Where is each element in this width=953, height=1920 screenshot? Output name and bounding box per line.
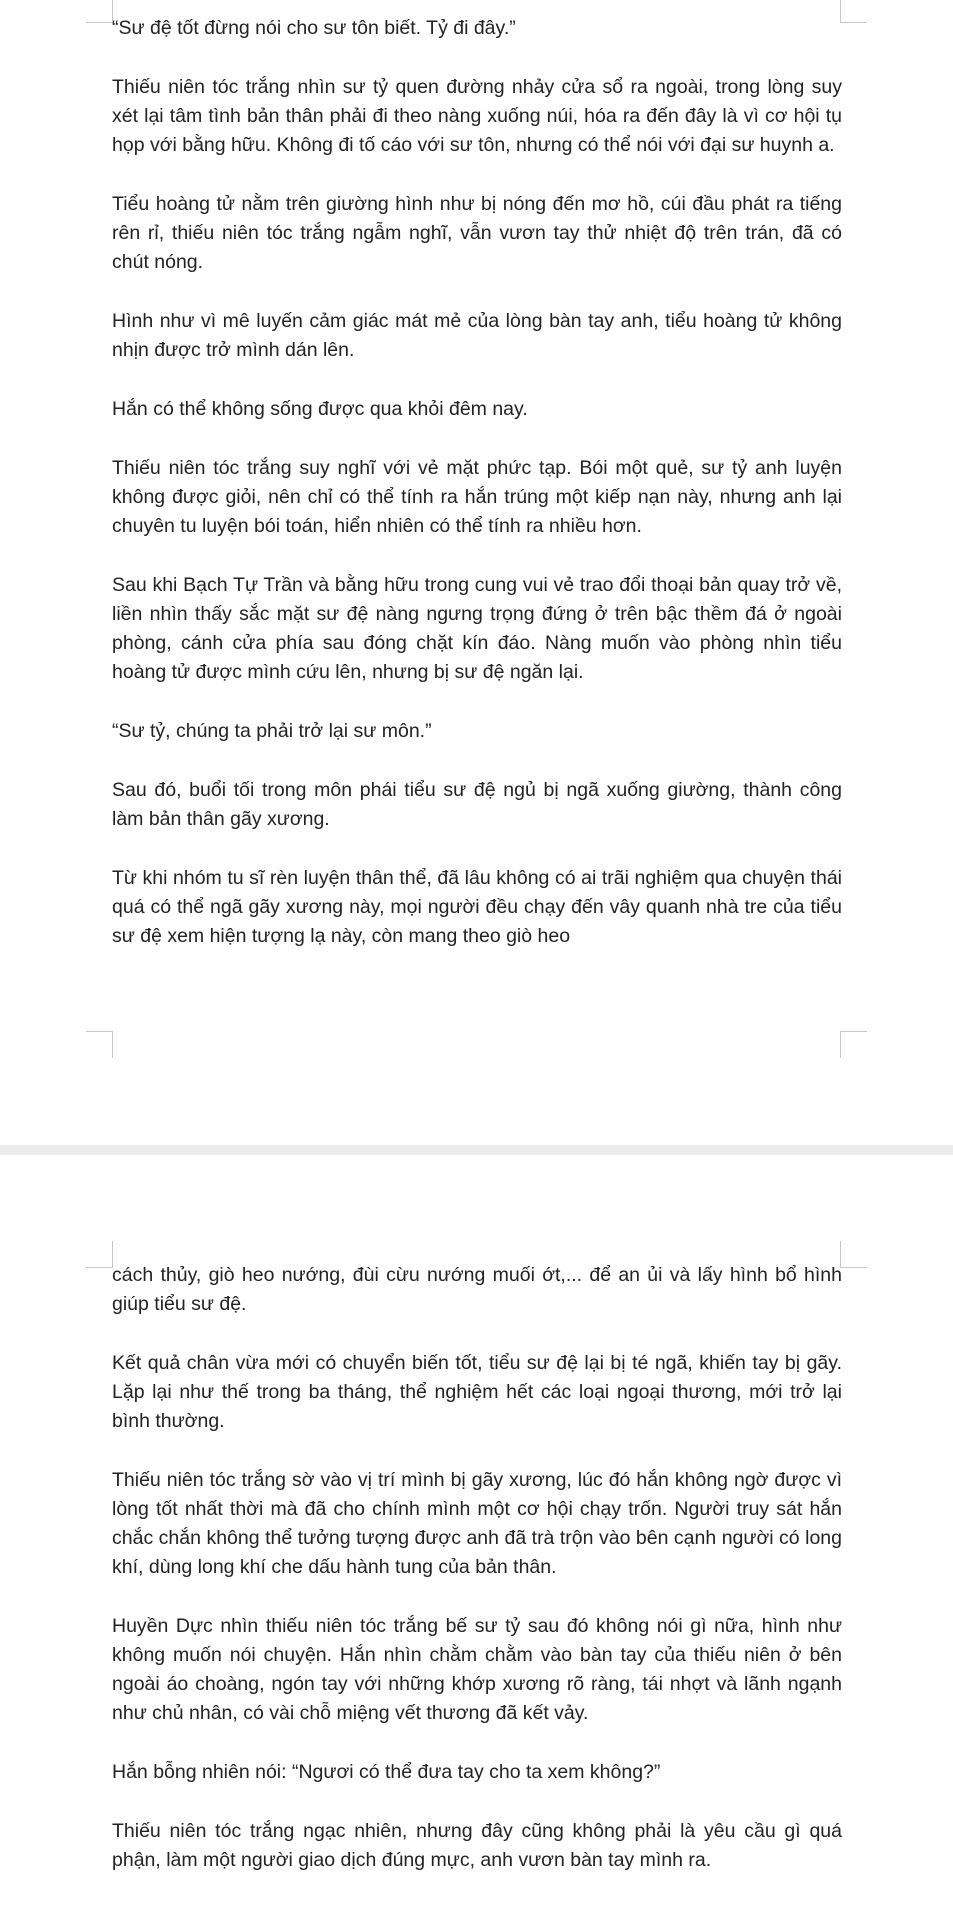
page-corner-mark <box>840 1031 867 1058</box>
paragraph: Hình như vì mê luyến cảm giác mát mẻ của lòng bàn tay anh, tiểu hoàng tử không nhịn được trở mình dán lên. <box>112 310 842 361</box>
page-corner-mark <box>86 1031 113 1058</box>
page-separator <box>0 1145 953 1155</box>
document-page-2 <box>0 1155 953 1920</box>
paragraph: Sau đó, buổi tối trong môn phái tiểu sư đệ ngủ bị ngã xuống giường, thành công làm bản thân gãy xương. <box>112 779 842 830</box>
paragraph: Huyền Dực nhìn thiếu niên tóc trắng bế sư tỷ sau đó không nói gì nữa, hình như không muốn nói chuyện. Hắn nhìn chằm chằm vào bàn tay của thiếu niên ở bên ngoài áo choàng, ngón tay với những khớp xương rõ ràng, tái nhợt và lãnh ngạnh như chủ nhân, có vài chỗ miệng vết thương đã kết vảy. <box>112 1615 842 1724</box>
paragraph: Sau khi Bạch Tự Trần và bằng hữu trong cung vui vẻ trao đổi thoại bản quay trở về, liền nhìn thấy sắc mặt sư đệ nàng ngưng trọng đứng ở trên bậc thềm đá ở ngoài phòng, cánh cửa phía sau đóng chặt kín đáo. Nàng muốn vào phòng nhìn tiểu hoàng tử được mình cứu lên, nhưng bị sư đệ ngăn lại. <box>112 574 842 683</box>
page-body-text <box>112 14 842 981</box>
paragraph: Thiếu niên tóc trắng suy nghĩ với vẻ mặt phức tạp. Bói một quẻ, sư tỷ anh luyện không được giỏi, nên chỉ có thể tính ra hắn trúng một kiếp nạn này, nhưng anh lại chuyên tu luyện bói toán, hiển nhiên có thể tính ra nhiều hơn. <box>112 457 842 537</box>
page-body-text <box>112 1261 842 1905</box>
paragraph: Thiếu niên tóc trắng sờ vào vị trí mình bị gãy xương, lúc đó hắn không ngờ được vì lòng tốt nhất thời mà đã cho chính mình một cơ hội chạy trốn. Người truy sát hắn chắc chắn không thể tưởng tượng được anh đã trà trộn vào bên cạnh người có long khí, dùng long khí che dấu hành tung của bản thân. <box>112 1469 842 1578</box>
paragraph: Thiếu niên tóc trắng ngạc nhiên, nhưng đây cũng không phải là yêu cầu gì quá phận, làm một người giao dịch đúng mực, anh vươn bàn tay mình ra. <box>112 1820 842 1871</box>
paragraph: Tiểu hoàng tử nằm trên giường hình như bị nóng đến mơ hồ, cúi đầu phát ra tiếng rên rỉ, thiếu niên tóc trắng ngẫm nghĩ, vẫn vươn tay thử nhiệt độ trên trán, đã có chút nóng. <box>112 193 842 273</box>
paragraph: Thiếu niên tóc trắng nhìn sư tỷ quen đường nhảy cửa sổ ra ngoài, trong lòng suy xét lại tâm tình bản thân phải đi theo nàng xuống núi, hóa ra đến đây là vì cơ hội tụ họp với bằng hữu. Không đi tố cáo với sư tôn, nhưng có thể nói với đại sư huynh a. <box>112 76 842 156</box>
page-corner-mark <box>86 1241 113 1268</box>
paragraph: Kết quả chân vừa mới có chuyển biến tốt, tiểu sư đệ lại bị té ngã, khiến tay bị gãy. Lặp lại như thế trong ba tháng, thể nghiệm hết các loại ngoại thương, mới trở lại bình thường. <box>112 1352 842 1432</box>
page-corner-mark <box>840 0 867 23</box>
page-corner-mark <box>840 1241 867 1268</box>
paragraph: “Sư đệ tốt đừng nói cho sư tôn biết. Tỷ đi đây.” <box>112 17 516 39</box>
paragraph: cách thủy, giò heo nướng, đùi cừu nướng muối ớt,... để an ủi và lấy hình bổ hình giúp tiểu sư đệ. <box>112 1264 842 1315</box>
paragraph: Hắn bỗng nhiên nói: “Ngươi có thể đưa tay cho ta xem không?” <box>112 1761 661 1783</box>
paragraph: “Sư tỷ, chúng ta phải trở lại sư môn.” <box>112 720 432 742</box>
paragraph: Hắn có thể không sống được qua khỏi đêm nay. <box>112 398 528 420</box>
page-corner-mark <box>86 0 113 23</box>
paragraph: Từ khi nhóm tu sĩ rèn luyện thân thể, đã lâu không có ai trãi nghiệm qua chuyện thái quá có thể ngã gãy xương này, mọi người đều chạy đến vây quanh nhà tre của tiểu sư đệ xem hiện tượng lạ này, còn mang theo giò heo <box>112 867 842 947</box>
